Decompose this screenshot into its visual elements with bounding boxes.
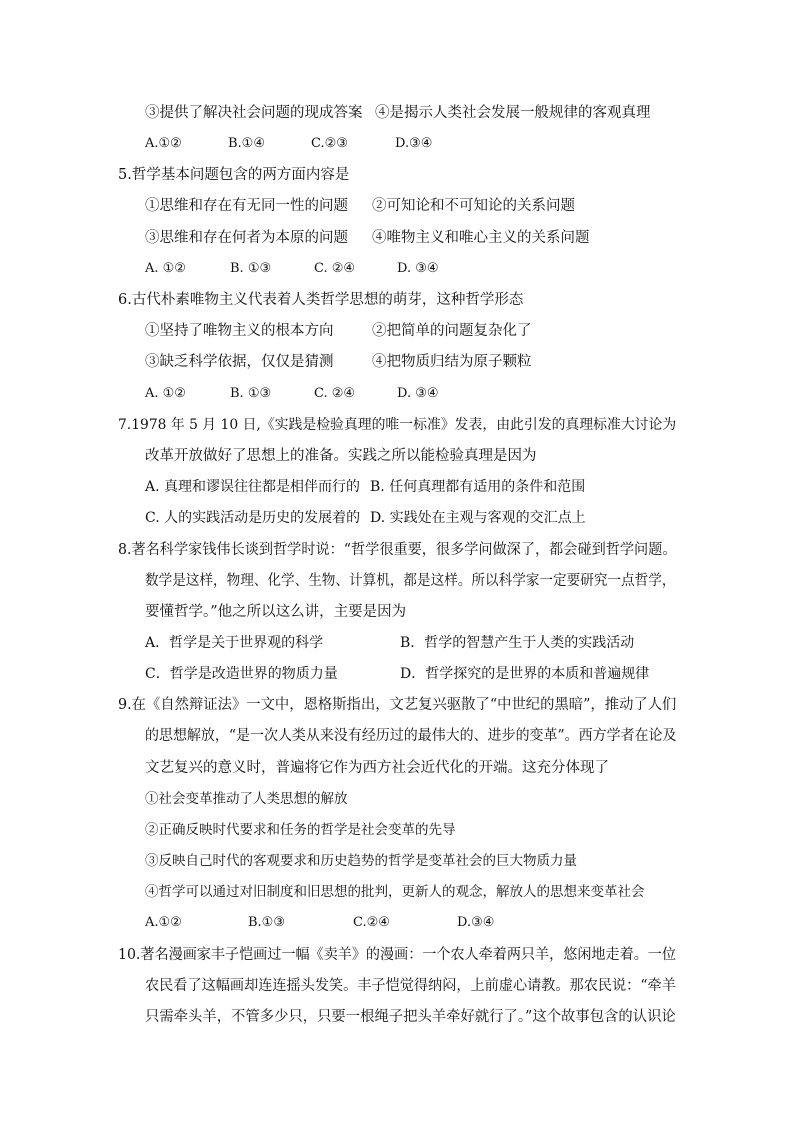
q6-stem: 6.古代朴素唯物主义代表着人类哲学思想的萌芽，这种哲学形态 [118, 292, 524, 308]
q9-stem-line-1: 9.在《自然辩证法》一文中，恩格斯指出，文艺复兴驱散了“中世纪的黑暗”，推动了人们 [118, 697, 677, 713]
q6-option-2: ②把简单的问题复杂化了 [372, 323, 532, 339]
q8-stem-line-2: 数学是这样，物理、化学、生物、计算机，都是这样。所以科学家一定要研究一点哲学， [145, 573, 676, 589]
q5-option-1: ①思维和存在有无同一性的问题 [145, 198, 348, 214]
q10-stem-line-3: 只需牵头羊，不管多少只，只要一根绳子把头羊牵好就行了。”这个故事包含的认识论 [145, 1009, 676, 1025]
q6-choice-a: A. ①② [145, 386, 186, 401]
q9-choice-c: C.②④ [353, 915, 390, 930]
q9-option-2: ②正确反映时代要求和任务的哲学是社会变革的先导 [145, 822, 456, 838]
q8-choice-c: C．哲学是改造世界的物质力量 [145, 666, 338, 682]
q6-option-1: ①坚持了唯物主义的根本方向 [145, 323, 334, 339]
q7-stem-line-1: 7.1978 年 5 月 10 日,《实践是检验真理的唯一标准》发表，由此引发的真理标准大讨论为 [118, 417, 677, 433]
q6-choice-b: B. ①③ [230, 386, 272, 401]
q7-choice-b: B. 任何真理都有适用的条件和范围 [370, 479, 586, 495]
q6-option-3: ③缺乏科学依据，仅仅是猜测 [145, 354, 334, 370]
q7-stem-line-2: 改革开放做好了思想上的准备。实践之所以能检验真理是因为 [145, 448, 537, 464]
q7-choice-a: A. 真理和谬误往往都是相伴而行的 [145, 479, 361, 495]
q9-option-1: ①社会变革推动了人类思想的解放 [145, 791, 348, 807]
q4-choice-b: B.①④ [228, 136, 265, 151]
q9-option-4: ④哲学可以通过对旧制度和旧思想的批判，更新人的观念，解放人的思想来变革社会 [145, 884, 645, 900]
q6-choice-d: D. ③④ [397, 386, 439, 401]
q8-choice-a: A．哲学是关于世界观的科学 [145, 635, 324, 651]
q6-choice-c: C. ②④ [314, 386, 356, 401]
q5-choice-d: D. ③④ [397, 261, 439, 276]
q9-stem-line-2: 的思想解放，“是一次人类从来没有经历过的最伟大的、进步的变革”。西方学者在论及 [145, 728, 677, 744]
q7-choice-c: C. 人的实践活动是历史的发展着的 [145, 510, 361, 526]
q9-option-3: ③反映自己时代的客观要求和历史趋势的哲学是变革社会的巨大物质力量 [145, 853, 577, 869]
q5-option-3: ③思维和存在何者为本原的问题 [145, 230, 348, 246]
q4-option-4: ④是揭示人类社会发展一般规律的客观真理 [375, 105, 651, 121]
q5-choice-c: C. ②④ [314, 261, 356, 276]
q4-choice-a: A.①② [145, 136, 182, 151]
q7-choice-d: D. 实践处在主观与客观的交汇点上 [370, 510, 586, 526]
q4-option-3: ③提供了解决社会问题的现成答案 [145, 105, 363, 121]
q5-option-4: ④唯物主义和唯心主义的关系问题 [372, 230, 590, 246]
q9-stem-line-3: 文艺复兴的意义时，普遍将它作为西方社会近代化的开端。这充分体现了 [145, 760, 609, 776]
q5-stem: 5.哲学基本问题包含的两方面内容是 [118, 167, 350, 183]
q8-stem-line-1: 8.著名科学家钱伟长谈到哲学时说：“哲学很重要，很多学问做深了，都会碰到哲学问题。 [118, 542, 677, 558]
q9-choice-b: B.①③ [248, 915, 285, 930]
q9-choice-a: A.①② [145, 915, 182, 930]
q8-choice-b: B．哲学的智慧产生于人类的实践活动 [400, 635, 635, 651]
q4-choice-c: C.②③ [311, 136, 348, 151]
q5-choice-b: B. ①③ [230, 261, 272, 276]
q5-option-2: ②可知论和不可知论的关系问题 [372, 198, 575, 214]
q10-stem-line-1: 10.著名漫画家丰子恺画过一幅《卖羊》的漫画：一个农人牵着两只羊，悠闲地走着。一位 [118, 947, 676, 963]
q9-choice-d: D.③④ [457, 915, 495, 930]
q8-stem-line-3: 要懂哲学。”他之所以这么讲，主要是因为 [145, 604, 407, 620]
q4-choice-d: D.③④ [395, 136, 433, 151]
q5-choice-a: A. ①② [145, 261, 186, 276]
q10-stem-line-2: 农民看了这幅画却连连摇头发笑。丰子恺觉得纳闷，上前虚心请教。那农民说：“牵羊 [145, 978, 676, 994]
q8-choice-d: D．哲学探究的是世界的本质和普遍规律 [400, 666, 650, 682]
q6-option-4: ④把物质归结为原子颗粒 [372, 354, 532, 370]
